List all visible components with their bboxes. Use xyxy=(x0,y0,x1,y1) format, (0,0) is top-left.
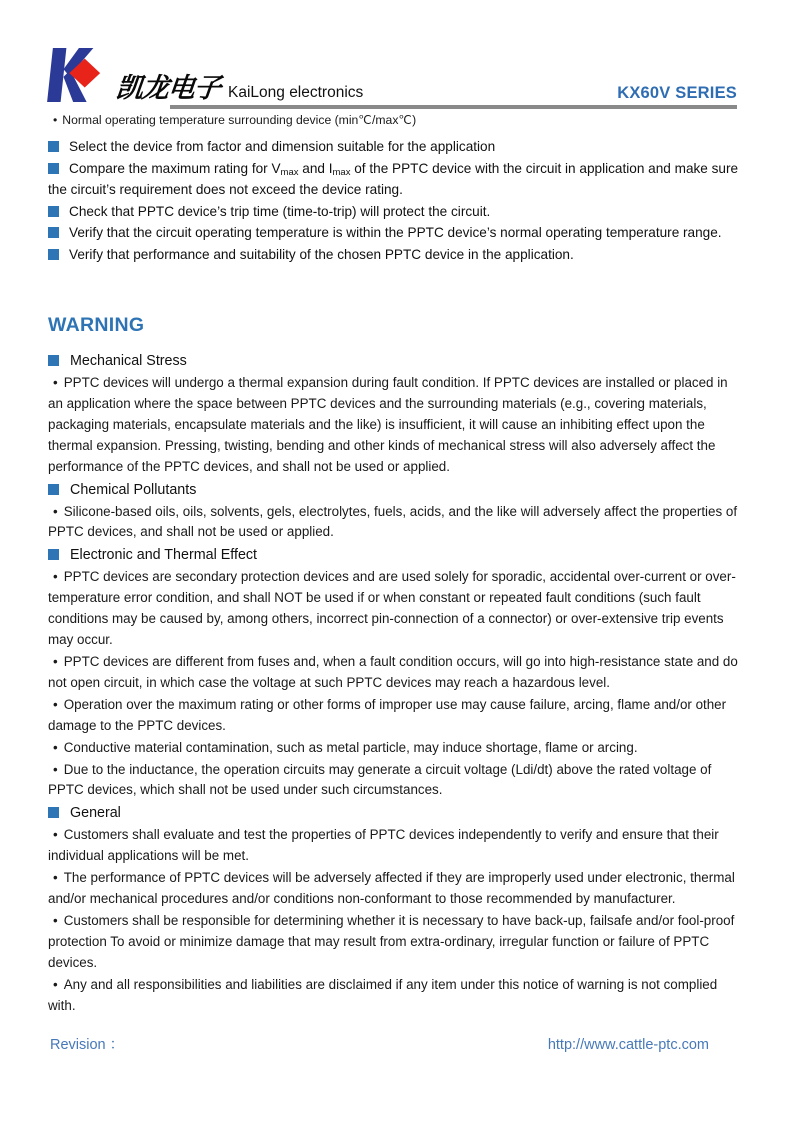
paragraph-text: Customers shall be responsible for determining whether it is necessary to have back-up, failsafe and/or fool-proof protection To avoid or minimize damage that may result from extra-ordinary, irregular function or failure of PPTC devices. xyxy=(48,912,735,970)
checklist-item xyxy=(48,158,745,201)
section-heading-general xyxy=(48,803,745,824)
warning-paragraph xyxy=(48,911,745,974)
company-name-english: KaiLong electronics xyxy=(228,84,364,102)
checklist-item xyxy=(48,136,745,158)
section-heading-text: Electronic and Thermal Effect xyxy=(70,547,258,564)
square-bullet-icon xyxy=(48,807,59,818)
imax-subscript: max xyxy=(332,166,351,178)
dot-bullet-icon: • xyxy=(53,375,58,390)
square-bullet-icon xyxy=(48,484,59,495)
warning-paragraph xyxy=(48,825,745,867)
paragraph-text: The performance of PPTC devices will be adversely affected if they are improperly used under electronic, thermal and/or mechanical procedures and/or conditions non-conformant to those recommended by manufacturer. xyxy=(48,870,735,907)
section-heading-electronic-thermal xyxy=(48,545,745,566)
paragraph-text: Any and all responsibilities and liabilities are disclaimed if any item under this notice of warning is not complied with. xyxy=(48,976,718,1013)
section-heading-mechanical-stress xyxy=(48,351,745,372)
checklist-item-text: Check that PPTC device’s trip time (time-to-trip) will protect the circuit. xyxy=(69,203,491,219)
square-bullet-icon xyxy=(48,249,59,260)
checklist-item xyxy=(48,201,745,223)
paragraph-text: PPTC devices are different from fuses and, when a fault condition occurs, will go into high-resistance state and do not open circuit, in which case the voltage at such PPTC devices may reach a hazardous level. xyxy=(48,653,738,690)
checklist-item-text: Compare the maximum rating for V xyxy=(69,160,281,176)
dot-bullet-icon: • xyxy=(53,696,58,712)
website-link[interactable]: http://www.cattle-ptc.com xyxy=(547,1037,709,1053)
note-line xyxy=(48,112,745,129)
checklist-item-text: and I xyxy=(298,160,333,176)
warning-title: WARNING xyxy=(48,314,145,336)
logo-block xyxy=(46,48,363,102)
square-bullet-icon xyxy=(48,227,59,238)
header xyxy=(46,0,737,102)
section-heading-text: Chemical Pollutants xyxy=(70,481,197,498)
checklist-item-text: Verify that performance and suitability of the chosen PPTC device in the application. xyxy=(69,246,574,262)
dot-bullet-icon: • xyxy=(53,912,58,928)
vmax-subscript: max xyxy=(280,166,299,178)
warning-paragraph xyxy=(48,502,745,544)
checklist-item xyxy=(48,222,745,244)
section-heading-chemical-pollutants xyxy=(48,480,745,501)
dot-bullet-icon: • xyxy=(53,739,58,755)
paragraph-text: PPTC devices are secondary protection devices and are used solely for sporadic, accidental over-current or over-temperature error condition, and shall NOT be used if or when constant or repeated fault conditions (such fault conditions may be caused by, among others, incorrect pin-connection of a connector) or over-extensive trip events may occur. xyxy=(48,569,736,648)
paragraph-text: PPTC devices will undergo a thermal expansion during fault condition. If PPTC devices are installed or placed in an application where the space between PPTC devices and the surrounding materials (e.g., covering materials, packaging materials, encapsulate materials and the like) is insufficient, it will cause an inhibiting effect upon the thermal expansion. Pressing, twisting, bending and other kinds of mechanical stress will also adversely affect the performance of the PPTC devices, and shall not be used or applied. xyxy=(48,375,728,474)
header-divider xyxy=(170,105,737,109)
kailong-logo-icon xyxy=(46,48,108,102)
company-name-chinese: 凯龙电子 xyxy=(114,73,222,104)
page-content xyxy=(48,112,745,1016)
revision-label: Revision ： xyxy=(50,1037,125,1053)
dot-bullet-icon: • xyxy=(53,870,58,886)
warning-paragraph xyxy=(48,738,745,759)
selection-checklist xyxy=(48,136,745,265)
square-bullet-icon xyxy=(48,163,59,174)
dot-bullet-icon: • xyxy=(53,761,58,777)
paragraph-text: Silicone-based oils, oils, solvents, gels, electrolytes, fuels, acids, and the like will adversely affect the properties of PPTC devices, and shall not be used or applied. xyxy=(48,503,738,540)
square-bullet-icon xyxy=(48,549,59,560)
dot-bullet-icon: • xyxy=(53,827,58,843)
dot-bullet-icon: • xyxy=(53,653,58,669)
square-bullet-icon xyxy=(48,355,59,366)
dot-bullet-icon: • xyxy=(53,503,58,519)
warning-paragraph xyxy=(48,373,745,478)
dot-bullet-icon: • xyxy=(53,569,58,585)
section-heading-text: General xyxy=(70,805,121,822)
checklist-item xyxy=(48,244,745,266)
dot-bullet-icon: • xyxy=(53,976,58,992)
warning-paragraph xyxy=(48,975,745,1017)
paragraph-text: Conductive material contamination, such as metal particle, may induce shortage, flame or arcing. xyxy=(63,739,638,755)
checklist-item-text: of the PPTC device with the circuit in application and make sure the circuit’s requirement does not exceed the device rating. xyxy=(48,160,739,197)
paragraph-text: Customers shall evaluate and test the properties of PPTC devices independently to verify and ensure that their individual applications will be met. xyxy=(48,827,719,864)
paragraph-text: Operation over the maximum rating or other forms of improper use may cause failure, arcing, flame and/or other damage to the PPTC devices. xyxy=(48,696,727,733)
footer xyxy=(50,1033,709,1054)
square-bullet-icon xyxy=(48,206,59,217)
note-text: Normal operating temperature surrounding device (min℃/max℃) xyxy=(62,113,417,127)
square-bullet-icon xyxy=(48,141,59,152)
warning-paragraph xyxy=(48,760,745,802)
warning-paragraph xyxy=(48,868,745,910)
series-title: KX60V SERIES xyxy=(617,83,737,102)
dot-bullet-icon: • xyxy=(53,113,58,127)
warning-paragraph xyxy=(48,567,745,651)
paragraph-text: Due to the inductance, the operation circuits may generate a circuit voltage (Ldi/dt) above the rated voltage of PPTC devices, which shall not be used under such circumstances. xyxy=(48,761,712,798)
checklist-item-text: Select the device from factor and dimension suitable for the application xyxy=(69,139,496,154)
checklist-item-text: Verify that the circuit operating temperature is within the PPTC device’s normal operating temperature range. xyxy=(69,225,722,240)
warning-paragraph xyxy=(48,695,745,737)
section-heading-text: Mechanical Stress xyxy=(70,353,187,369)
warning-paragraph xyxy=(48,652,745,694)
